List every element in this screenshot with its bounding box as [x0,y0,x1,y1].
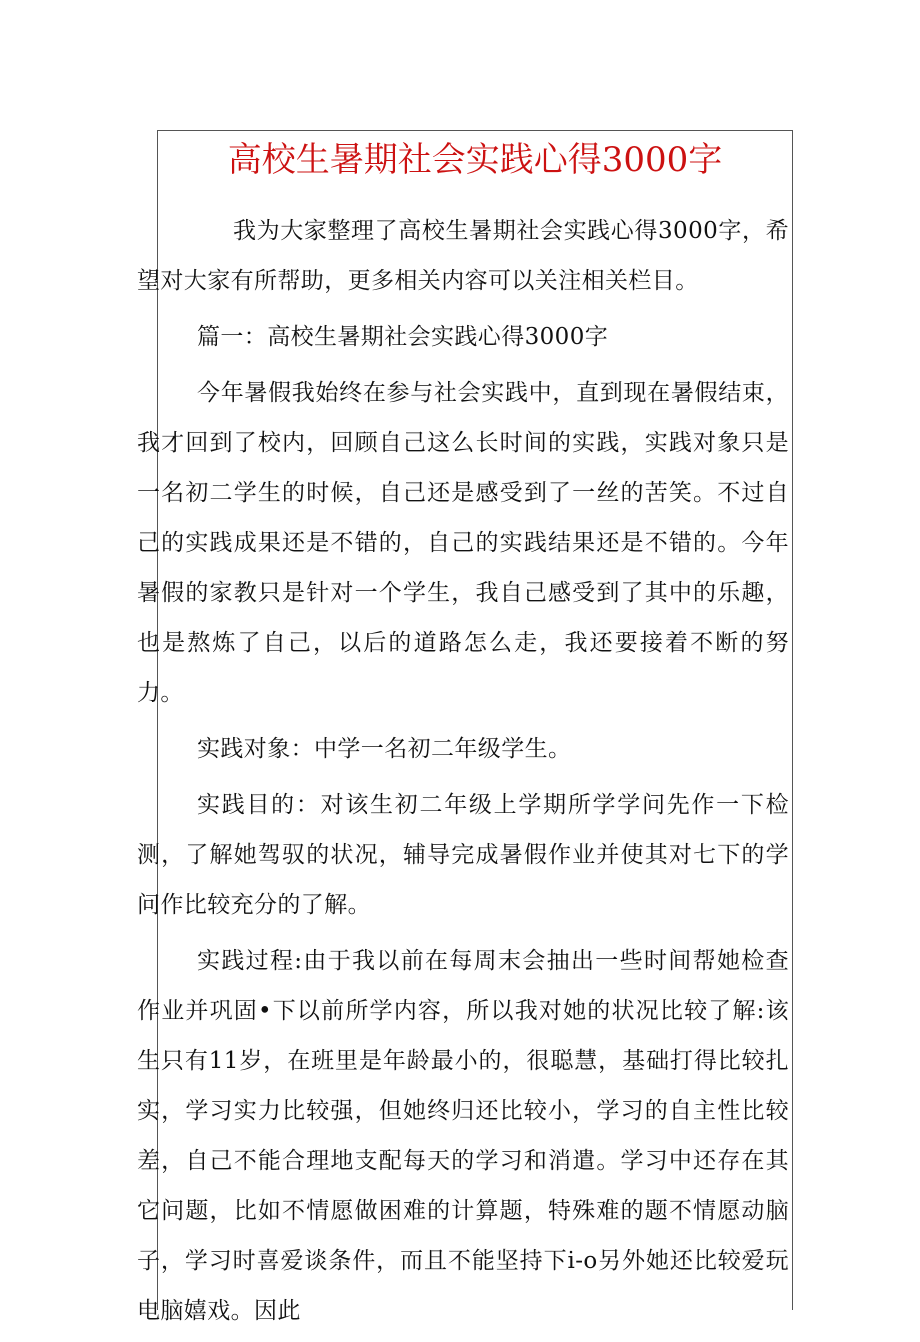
practice-process-paragraph: 实践过程:由于我以前在每周末会抽出一些时间帮她检查作业并巩固•下以前所学内容，所以我对她的状况比较了解:该生只有11岁，在班里是年龄最小的，很聪慧，基础打得比较扎实，学习实力比较强，但她终归还比较小，学习的自主性比较差，自己不能合理地支配每天的学习和消遣。学习中还存在其它问题，比如不情愿做困难的计算题，特殊难的题不情愿动脑子，学习时喜爱谈条件，而且不能坚持下i-o另外她还比较爱玩电脑嬉戏。因此 [137,948,789,1324]
document-title: 高校生暑期社会实践心得3000字 [227,140,723,180]
intro-paragraph: 我为大家整理了高校生暑期社会实践心得3000字，希望对大家有所帮助，更多相关内容可以关注相关栏目。 [137,218,789,294]
document-body [137,206,789,1342]
practice-purpose-paragraph: 实践目的：对该生初二年级上学期所学学问先作一下检测，了解她驾驭的状况，辅导完成暑假作业并使其对七下的学问作比较充分的了解。 [137,792,789,918]
practice-subject-paragraph: 实践对象：中学一名初二年级学生。 [197,736,572,762]
body-paragraph: 今年暑假我始终在参与社会实践中，直到现在暑假结束，我才回到了校内，回顾自己这么长时间的实践，实践对象只是一名初二学生的时候，自己还是感受到了一丝的苦笑。不过自己的实践成果还是不错的，自己的实践结果还是不错的。今年暑假的家教只是针对一个学生，我自己感受到了其中的乐趣，也是熬炼了自己，以后的道路怎么走，我还要接着不断的努力。 [137,380,789,706]
section-heading: 篇一：高校生暑期社会实践心得3000字 [197,324,609,350]
